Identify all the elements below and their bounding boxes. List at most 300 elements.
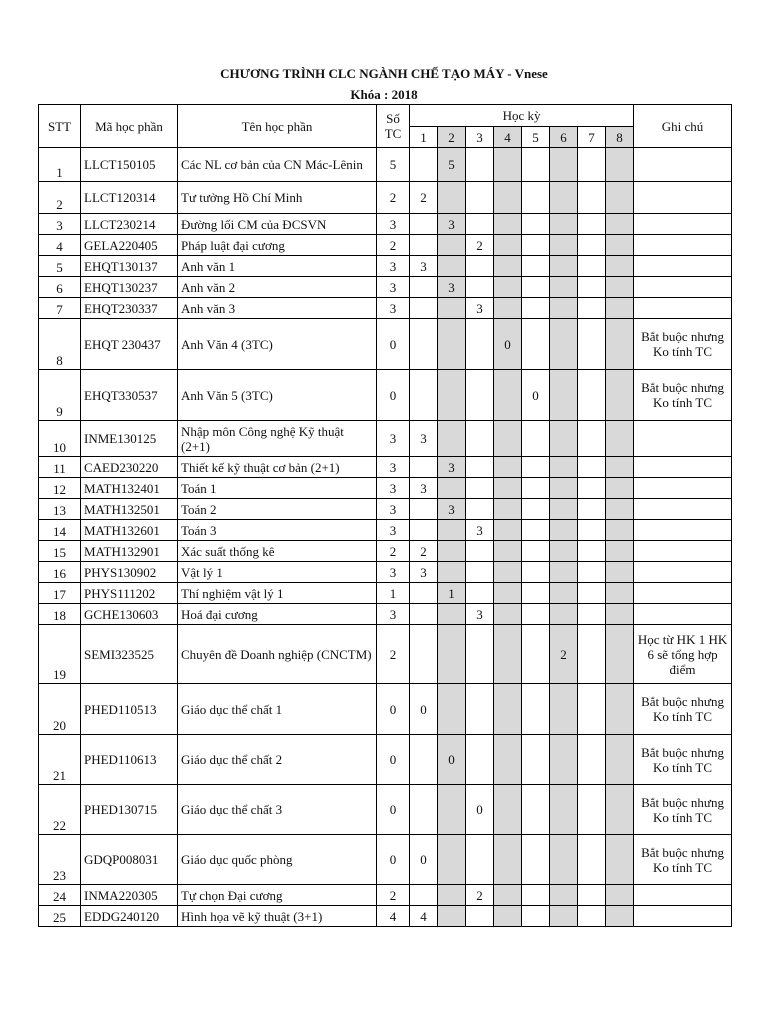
row-semester-5 bbox=[522, 785, 550, 835]
row-credits: 0 bbox=[377, 370, 410, 421]
row-semester-3 bbox=[466, 499, 494, 520]
row-course-name: Toán 1 bbox=[178, 478, 377, 499]
row-note bbox=[634, 520, 732, 541]
row-credits: 2 bbox=[377, 235, 410, 256]
row-semester-8 bbox=[606, 785, 634, 835]
row-semester-4 bbox=[494, 235, 522, 256]
row-semester-7 bbox=[578, 885, 606, 906]
row-credits: 0 bbox=[377, 835, 410, 885]
row-semester-8 bbox=[606, 478, 634, 499]
row-semester-6 bbox=[550, 520, 578, 541]
table-row bbox=[39, 735, 732, 785]
row-semester-1: 0 bbox=[410, 835, 438, 885]
row-semester-2 bbox=[438, 541, 466, 562]
row-semester-1 bbox=[410, 235, 438, 256]
row-semester-4 bbox=[494, 214, 522, 235]
row-semester-2: 5 bbox=[438, 148, 466, 182]
row-note bbox=[634, 214, 732, 235]
row-course-name: Các NL cơ bản của CN Mác-Lênin bbox=[178, 148, 377, 182]
row-note bbox=[634, 562, 732, 583]
row-semester-6 bbox=[550, 499, 578, 520]
row-semester-5 bbox=[522, 835, 550, 885]
row-semester-5 bbox=[522, 625, 550, 684]
row-semester-7 bbox=[578, 148, 606, 182]
row-semester-8 bbox=[606, 541, 634, 562]
row-semester-3 bbox=[466, 835, 494, 885]
table-row bbox=[39, 885, 732, 906]
row-semester-6: 2 bbox=[550, 625, 578, 684]
row-note bbox=[634, 256, 732, 277]
row-semester-3 bbox=[466, 583, 494, 604]
row-note bbox=[634, 604, 732, 625]
course-rows bbox=[39, 148, 732, 927]
header-semester-1: 1 bbox=[410, 127, 438, 148]
row-semester-5 bbox=[522, 885, 550, 906]
row-semester-8 bbox=[606, 421, 634, 457]
row-semester-4 bbox=[494, 256, 522, 277]
row-semester-8 bbox=[606, 277, 634, 298]
row-semester-2: 1 bbox=[438, 583, 466, 604]
row-semester-1 bbox=[410, 604, 438, 625]
row-course-code: MATH132601 bbox=[81, 520, 178, 541]
row-note bbox=[634, 235, 732, 256]
row-stt: 9 bbox=[39, 370, 81, 421]
row-credits: 3 bbox=[377, 214, 410, 235]
row-semester-2 bbox=[438, 906, 466, 927]
header-note: Ghi chú bbox=[634, 105, 732, 148]
row-semester-4 bbox=[494, 298, 522, 319]
row-course-name: Anh văn 1 bbox=[178, 256, 377, 277]
row-semester-7 bbox=[578, 277, 606, 298]
table-row bbox=[39, 319, 732, 370]
row-semester-6 bbox=[550, 906, 578, 927]
row-semester-7 bbox=[578, 235, 606, 256]
row-credits: 2 bbox=[377, 182, 410, 214]
table-row bbox=[39, 541, 732, 562]
row-stt: 14 bbox=[39, 520, 81, 541]
row-stt: 8 bbox=[39, 319, 81, 370]
row-note bbox=[634, 148, 732, 182]
row-course-code: PHYS111202 bbox=[81, 583, 178, 604]
table-row bbox=[39, 562, 732, 583]
row-semester-7 bbox=[578, 906, 606, 927]
row-semester-4 bbox=[494, 684, 522, 735]
row-semester-6 bbox=[550, 148, 578, 182]
row-stt: 22 bbox=[39, 785, 81, 835]
row-course-name: Giáo dục quốc phòng bbox=[178, 835, 377, 885]
header-semester-group: Học kỳ bbox=[410, 105, 634, 127]
row-stt: 17 bbox=[39, 583, 81, 604]
row-course-code: PHYS130902 bbox=[81, 562, 178, 583]
row-semester-5 bbox=[522, 235, 550, 256]
table-row bbox=[39, 604, 732, 625]
row-course-code: INMA220305 bbox=[81, 885, 178, 906]
row-semester-2 bbox=[438, 478, 466, 499]
row-semester-6 bbox=[550, 256, 578, 277]
row-semester-8 bbox=[606, 235, 634, 256]
row-semester-1 bbox=[410, 735, 438, 785]
row-course-name: Giáo dục thể chất 1 bbox=[178, 684, 377, 735]
row-course-name: Tư tưởng Hồ Chí Minh bbox=[178, 182, 377, 214]
row-course-code: EHQT230337 bbox=[81, 298, 178, 319]
row-semester-1 bbox=[410, 520, 438, 541]
row-semester-4 bbox=[494, 370, 522, 421]
row-semester-7 bbox=[578, 785, 606, 835]
row-course-name: Thiết kế kỹ thuật cơ bản (2+1) bbox=[178, 457, 377, 478]
row-semester-1 bbox=[410, 298, 438, 319]
row-semester-8 bbox=[606, 583, 634, 604]
header-credits bbox=[377, 105, 410, 148]
row-stt: 15 bbox=[39, 541, 81, 562]
row-semester-2: 3 bbox=[438, 277, 466, 298]
row-semester-1 bbox=[410, 625, 438, 684]
row-semester-3 bbox=[466, 319, 494, 370]
row-semester-5 bbox=[522, 298, 550, 319]
row-course-code: LLCT120314 bbox=[81, 182, 178, 214]
document-title: CHƯƠNG TRÌNH CLC NGÀNH CHẾ TẠO MÁY - Vnese bbox=[220, 66, 548, 81]
row-course-name: Đường lối CM của ĐCSVN bbox=[178, 214, 377, 235]
row-note: Bắt buộc nhưng Ko tính TC bbox=[634, 370, 732, 421]
row-semester-1: 0 bbox=[410, 684, 438, 735]
row-credits: 3 bbox=[377, 604, 410, 625]
row-note bbox=[634, 277, 732, 298]
row-note bbox=[634, 298, 732, 319]
row-semester-8 bbox=[606, 604, 634, 625]
row-credits: 0 bbox=[377, 319, 410, 370]
row-semester-3 bbox=[466, 478, 494, 499]
row-semester-4 bbox=[494, 835, 522, 885]
row-credits: 2 bbox=[377, 885, 410, 906]
row-credits: 3 bbox=[377, 421, 410, 457]
row-course-code: MATH132401 bbox=[81, 478, 178, 499]
row-semester-7 bbox=[578, 684, 606, 735]
row-semester-5 bbox=[522, 684, 550, 735]
row-semester-2 bbox=[438, 256, 466, 277]
row-course-name: Giáo dục thể chất 2 bbox=[178, 735, 377, 785]
row-semester-2 bbox=[438, 885, 466, 906]
row-semester-6 bbox=[550, 735, 578, 785]
row-semester-3 bbox=[466, 684, 494, 735]
row-credits: 3 bbox=[377, 478, 410, 499]
row-note bbox=[634, 421, 732, 457]
row-semester-3 bbox=[466, 735, 494, 785]
row-semester-6 bbox=[550, 182, 578, 214]
row-semester-7 bbox=[578, 478, 606, 499]
table-row bbox=[39, 182, 732, 214]
row-semester-3 bbox=[466, 256, 494, 277]
row-semester-2 bbox=[438, 835, 466, 885]
header-stt: STT bbox=[39, 105, 81, 148]
row-course-code: GDQP008031 bbox=[81, 835, 178, 885]
row-semester-5 bbox=[522, 520, 550, 541]
row-semester-5: 0 bbox=[522, 370, 550, 421]
row-course-code: GCHE130603 bbox=[81, 604, 178, 625]
row-semester-2 bbox=[438, 319, 466, 370]
row-note: Bắt buộc nhưng Ko tính TC bbox=[634, 319, 732, 370]
row-semester-6 bbox=[550, 604, 578, 625]
row-semester-7 bbox=[578, 182, 606, 214]
row-stt: 1 bbox=[39, 148, 81, 182]
row-semester-3 bbox=[466, 277, 494, 298]
row-course-name: Anh văn 3 bbox=[178, 298, 377, 319]
row-semester-5 bbox=[522, 319, 550, 370]
row-semester-4 bbox=[494, 457, 522, 478]
row-course-name: Pháp luật đại cương bbox=[178, 235, 377, 256]
row-semester-3: 2 bbox=[466, 885, 494, 906]
row-course-code: LLCT230214 bbox=[81, 214, 178, 235]
row-semester-8 bbox=[606, 835, 634, 885]
row-semester-5 bbox=[522, 541, 550, 562]
row-semester-6 bbox=[550, 421, 578, 457]
row-course-name: Anh Văn 5 (3TC) bbox=[178, 370, 377, 421]
row-semester-1: 3 bbox=[410, 421, 438, 457]
row-semester-7 bbox=[578, 735, 606, 785]
row-semester-6 bbox=[550, 885, 578, 906]
row-stt: 6 bbox=[39, 277, 81, 298]
row-credits: 3 bbox=[377, 457, 410, 478]
row-semester-6 bbox=[550, 277, 578, 298]
document-subtitle: Khóa : 2018 bbox=[350, 87, 418, 102]
row-course-code: PHED130715 bbox=[81, 785, 178, 835]
row-course-name: Toán 3 bbox=[178, 520, 377, 541]
table-row bbox=[39, 298, 732, 319]
row-semester-2: 3 bbox=[438, 457, 466, 478]
row-semester-7 bbox=[578, 835, 606, 885]
row-semester-4 bbox=[494, 604, 522, 625]
header-semester-2: 2 bbox=[438, 127, 466, 148]
row-course-code: PHED110513 bbox=[81, 684, 178, 735]
row-semester-5 bbox=[522, 604, 550, 625]
row-course-name: Chuyên đề Doanh nghiệp (CNCTM) bbox=[178, 625, 377, 684]
row-semester-5 bbox=[522, 148, 550, 182]
row-credits: 5 bbox=[377, 148, 410, 182]
row-semester-1: 3 bbox=[410, 562, 438, 583]
row-credits: 3 bbox=[377, 298, 410, 319]
row-semester-1: 3 bbox=[410, 478, 438, 499]
row-semester-8 bbox=[606, 684, 634, 735]
row-semester-3 bbox=[466, 562, 494, 583]
row-semester-6 bbox=[550, 235, 578, 256]
row-note bbox=[634, 182, 732, 214]
row-semester-4 bbox=[494, 625, 522, 684]
row-course-name: Vật lý 1 bbox=[178, 562, 377, 583]
row-semester-3: 3 bbox=[466, 604, 494, 625]
row-semester-1: 4 bbox=[410, 906, 438, 927]
row-stt: 3 bbox=[39, 214, 81, 235]
row-semester-4 bbox=[494, 885, 522, 906]
row-semester-2: 3 bbox=[438, 214, 466, 235]
row-stt: 19 bbox=[39, 625, 81, 684]
row-semester-3: 3 bbox=[466, 298, 494, 319]
row-course-name: Toán 2 bbox=[178, 499, 377, 520]
row-stt: 18 bbox=[39, 604, 81, 625]
row-semester-3: 0 bbox=[466, 785, 494, 835]
row-semester-2: 0 bbox=[438, 735, 466, 785]
row-note bbox=[634, 885, 732, 906]
row-semester-6 bbox=[550, 785, 578, 835]
row-semester-2 bbox=[438, 298, 466, 319]
row-semester-6 bbox=[550, 583, 578, 604]
row-semester-6 bbox=[550, 319, 578, 370]
row-credits: 3 bbox=[377, 499, 410, 520]
header-course-name: Tên học phần bbox=[178, 105, 377, 148]
row-credits: 2 bbox=[377, 541, 410, 562]
row-semester-5 bbox=[522, 277, 550, 298]
row-semester-3 bbox=[466, 906, 494, 927]
row-course-code: PHED110613 bbox=[81, 735, 178, 785]
table-row bbox=[39, 256, 732, 277]
header-credits-line1: Số bbox=[386, 111, 400, 126]
row-stt: 13 bbox=[39, 499, 81, 520]
row-stt: 4 bbox=[39, 235, 81, 256]
row-semester-5 bbox=[522, 214, 550, 235]
table-row bbox=[39, 499, 732, 520]
header-semester-6: 6 bbox=[550, 127, 578, 148]
row-semester-7 bbox=[578, 499, 606, 520]
row-semester-2: 3 bbox=[438, 499, 466, 520]
table-row bbox=[39, 148, 732, 182]
row-semester-7 bbox=[578, 298, 606, 319]
table-row bbox=[39, 421, 732, 457]
row-course-code: EHQT130137 bbox=[81, 256, 178, 277]
row-semester-5 bbox=[522, 583, 550, 604]
row-semester-6 bbox=[550, 835, 578, 885]
row-semester-8 bbox=[606, 298, 634, 319]
row-semester-1 bbox=[410, 370, 438, 421]
table-row bbox=[39, 235, 732, 256]
row-semester-6 bbox=[550, 562, 578, 583]
row-stt: 24 bbox=[39, 885, 81, 906]
row-course-name: Anh văn 2 bbox=[178, 277, 377, 298]
table-row bbox=[39, 370, 732, 421]
table-row bbox=[39, 684, 732, 735]
row-semester-5 bbox=[522, 182, 550, 214]
row-semester-3: 2 bbox=[466, 235, 494, 256]
row-semester-2 bbox=[438, 625, 466, 684]
row-stt: 23 bbox=[39, 835, 81, 885]
row-semester-4 bbox=[494, 182, 522, 214]
row-semester-3 bbox=[466, 421, 494, 457]
row-course-name: Tự chọn Đại cương bbox=[178, 885, 377, 906]
row-course-name: Anh Văn 4 (3TC) bbox=[178, 319, 377, 370]
row-course-name: Nhập môn Công nghệ Kỹ thuật (2+1) bbox=[178, 421, 377, 457]
header-course-code: Mã học phần bbox=[81, 105, 178, 148]
row-semester-2 bbox=[438, 370, 466, 421]
row-stt: 10 bbox=[39, 421, 81, 457]
row-semester-5 bbox=[522, 256, 550, 277]
row-semester-1: 2 bbox=[410, 541, 438, 562]
row-semester-5 bbox=[522, 421, 550, 457]
row-semester-6 bbox=[550, 370, 578, 421]
row-semester-8 bbox=[606, 148, 634, 182]
row-semester-1 bbox=[410, 457, 438, 478]
row-semester-1: 2 bbox=[410, 182, 438, 214]
row-semester-6 bbox=[550, 214, 578, 235]
row-semester-1 bbox=[410, 583, 438, 604]
row-stt: 7 bbox=[39, 298, 81, 319]
row-semester-8 bbox=[606, 370, 634, 421]
table-row bbox=[39, 625, 732, 684]
table-row bbox=[39, 214, 732, 235]
row-semester-7 bbox=[578, 625, 606, 684]
row-semester-7 bbox=[578, 319, 606, 370]
header-credits-line2: TC bbox=[384, 126, 402, 141]
row-semester-4 bbox=[494, 148, 522, 182]
table-row bbox=[39, 457, 732, 478]
row-semester-2 bbox=[438, 235, 466, 256]
row-course-code: EDDG240120 bbox=[81, 906, 178, 927]
row-semester-8 bbox=[606, 906, 634, 927]
row-semester-8 bbox=[606, 182, 634, 214]
row-stt: 2 bbox=[39, 182, 81, 214]
row-semester-7 bbox=[578, 256, 606, 277]
row-semester-1 bbox=[410, 319, 438, 370]
row-semester-8 bbox=[606, 520, 634, 541]
row-semester-8 bbox=[606, 457, 634, 478]
row-semester-2 bbox=[438, 562, 466, 583]
row-semester-2 bbox=[438, 520, 466, 541]
table-row bbox=[39, 478, 732, 499]
header-semester-7: 7 bbox=[578, 127, 606, 148]
row-semester-5 bbox=[522, 478, 550, 499]
header-semester-8: 8 bbox=[606, 127, 634, 148]
row-semester-5 bbox=[522, 906, 550, 927]
row-course-name: Hoá đại cương bbox=[178, 604, 377, 625]
row-note bbox=[634, 499, 732, 520]
row-semester-3 bbox=[466, 182, 494, 214]
row-credits: 3 bbox=[377, 562, 410, 583]
row-semester-4 bbox=[494, 478, 522, 499]
row-credits: 4 bbox=[377, 906, 410, 927]
row-stt: 20 bbox=[39, 684, 81, 735]
row-semester-5 bbox=[522, 457, 550, 478]
row-semester-4 bbox=[494, 583, 522, 604]
header-semester-5: 5 bbox=[522, 127, 550, 148]
row-semester-1 bbox=[410, 885, 438, 906]
table-row bbox=[39, 277, 732, 298]
row-semester-2 bbox=[438, 684, 466, 735]
row-credits: 1 bbox=[377, 583, 410, 604]
row-semester-8 bbox=[606, 319, 634, 370]
row-note: Bắt buộc nhưng Ko tính TC bbox=[634, 735, 732, 785]
row-semester-7 bbox=[578, 457, 606, 478]
row-semester-3: 3 bbox=[466, 520, 494, 541]
row-stt: 21 bbox=[39, 735, 81, 785]
row-semester-8 bbox=[606, 885, 634, 906]
row-semester-7 bbox=[578, 421, 606, 457]
row-semester-4 bbox=[494, 520, 522, 541]
row-credits: 3 bbox=[377, 520, 410, 541]
table-row bbox=[39, 520, 732, 541]
row-semester-8 bbox=[606, 214, 634, 235]
row-semester-1 bbox=[410, 499, 438, 520]
row-semester-8 bbox=[606, 499, 634, 520]
row-course-name: Xác suất thống kê bbox=[178, 541, 377, 562]
row-note: Học từ HK 1 HK 6 sẽ tổng hợp điểm bbox=[634, 625, 732, 684]
row-course-code: EHQT330537 bbox=[81, 370, 178, 421]
row-semester-8 bbox=[606, 256, 634, 277]
row-credits: 0 bbox=[377, 684, 410, 735]
row-semester-7 bbox=[578, 370, 606, 421]
row-stt: 25 bbox=[39, 906, 81, 927]
row-semester-8 bbox=[606, 735, 634, 785]
row-note bbox=[634, 457, 732, 478]
row-semester-3 bbox=[466, 370, 494, 421]
row-semester-7 bbox=[578, 604, 606, 625]
row-semester-7 bbox=[578, 541, 606, 562]
row-course-code: LLCT150105 bbox=[81, 148, 178, 182]
row-semester-1 bbox=[410, 148, 438, 182]
